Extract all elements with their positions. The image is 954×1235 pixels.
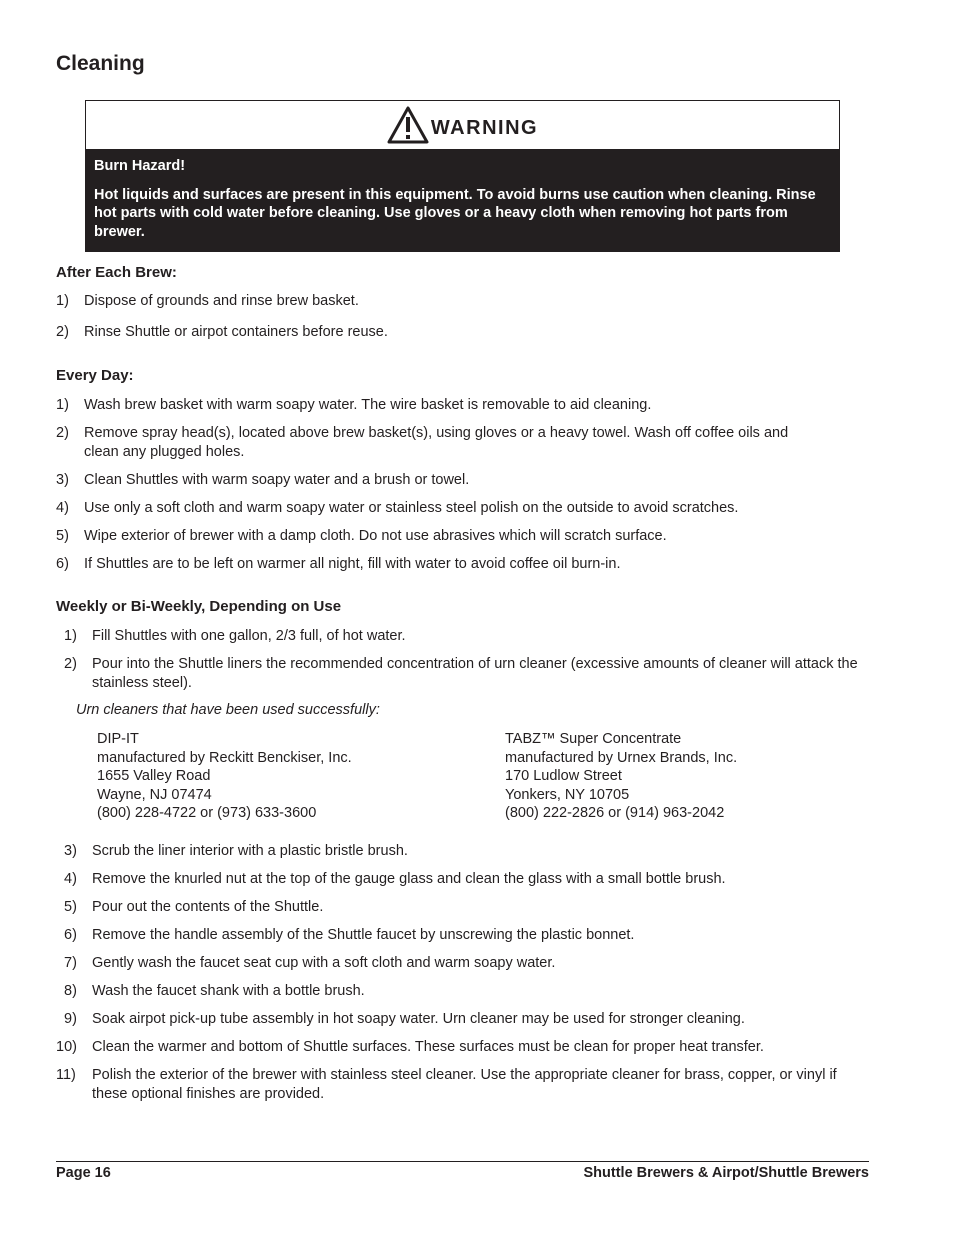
page-title: Cleaning [56,52,145,75]
list-item-text: Soak airpot pick-up tube assembly in hot soapy water. Urn cleaner may be used for stronger cleaning. [92,1011,745,1027]
warning-body [86,149,839,251]
list-item [64,655,864,692]
list-item [64,954,864,973]
list-item [56,424,826,461]
list-item-text: Remove the knurled nut at the top of the gauge glass and clean the glass with a small bottle brush. [92,871,726,887]
list-item-text: Clean Shuttles with warm soapy water and a brush or towel. [84,472,470,488]
list-item [64,898,864,917]
cleaner-address-1 [97,730,352,823]
list-item-number: 6) [64,927,77,943]
cleaner-manufacturer: manufactured by Urnex Brands, Inc. [505,749,738,766]
list-item-number: 2) [64,656,77,672]
list-item-number: 5) [64,899,77,915]
list-item-number: 8) [64,983,77,999]
list-item-text: Scrub the liner interior with a plastic bristle brush. [92,843,408,859]
list-item [56,323,856,342]
list-item-number: 6) [56,556,69,572]
warning-header [86,101,839,149]
list-item [56,1066,846,1103]
list-item-text: Dispose of grounds and rinse brew basket. [84,293,359,309]
weekly-heading: Weekly or Bi-Weekly, Depending on Use [56,598,342,615]
footer-product-name: Shuttle Brewers & Airpot/Shuttle Brewers [583,1165,869,1181]
list-item-number: 7) [64,955,77,971]
list-item-number: 4) [64,871,77,887]
list-item [56,471,856,490]
list-item [64,926,864,945]
list-item-number: 3) [64,843,77,859]
list-item [56,527,856,546]
list-item [64,627,864,646]
list-item-text: Wipe exterior of brewer with a damp cloth. Do not use abrasives which will scratch surface. [84,528,667,544]
list-item-text: Wash the faucet shank with a bottle brush. [92,983,365,999]
cleaner-address-2 [505,730,737,823]
list-item [56,292,856,311]
list-item-number: 10) [56,1039,77,1055]
cleaner-street: 170 Ludlow Street [505,768,622,784]
list-item-number: 1) [56,397,69,413]
list-item-number: 4) [56,500,69,516]
cleaner-name: DIP-IT [97,731,139,747]
every-day-heading: Every Day: [56,367,134,384]
cleaner-name: TABZ™ Super Concentrate [505,731,682,747]
warning-triangle-icon [387,106,429,144]
cleaner-street: 1655 Valley Road [97,768,211,784]
list-item-number: 1) [56,293,69,309]
list-item-text: Remove the handle assembly of the Shuttle faucet by unscrewing the plastic bonnet. [92,927,635,943]
list-item-text: Gently wash the faucet seat cup with a soft cloth and warm soapy water. [92,955,556,971]
urn-cleaners-note: Urn cleaners that have been used successfully: [76,702,380,718]
footer-page-number: Page 16 [56,1165,111,1181]
list-item-text: Fill Shuttles with one gallon, 2/3 full, of hot water. [92,628,406,644]
list-item-text: Remove spray head(s), located above brew basket(s), using gloves or a heavy towel. Wash off coffee oils and clean any plugged holes. [84,425,789,460]
list-item [56,396,856,415]
cleaner-city: Yonkers, NY 10705 [505,786,630,803]
list-item-text: If Shuttles are to be left on warmer all night, fill with water to avoid coffee oil burn-in. [84,556,621,572]
list-item-text: Rinse Shuttle or airpot containers before reuse. [84,324,388,340]
after-each-brew-heading: After Each Brew: [56,264,177,281]
footer-divider [56,1161,869,1162]
list-item-text: Pour into the Shuttle liners the recommended concentration of urn cleaner (excessive amounts of cleaner will attack the stainless steel). [92,656,858,691]
list-item [56,1038,856,1057]
list-item-text: Pour out the contents of the Shuttle. [92,899,324,915]
list-item [56,499,856,518]
list-item-number: 5) [56,528,69,544]
list-item-text: Polish the exterior of the brewer with stainless steel cleaner. Use the appropriate cleaner for brass, copper, or vinyl if these optional finishes are provided. [92,1067,837,1102]
cleaner-phone: (800) 222-2826 or (914) 963-2042 [505,805,725,821]
warning-box [85,100,840,252]
list-item [64,1010,864,1029]
list-item-number: 2) [56,425,69,441]
list-item-number: 2) [56,324,69,340]
warning-lead: Burn Hazard! [94,158,186,174]
list-item [64,870,864,889]
list-item [64,982,864,1001]
list-item-number: 1) [64,628,77,644]
list-item-text: Clean the warmer and bottom of Shuttle surfaces. These surfaces must be clean for proper heat transfer. [92,1039,764,1055]
list-item-text: Use only a soft cloth and warm soapy water or stainless steel polish on the outside to avoid scratches. [84,500,739,516]
list-item-number: 9) [64,1011,77,1027]
warning-word: WARNING [430,116,539,139]
list-item-number: 11) [56,1067,76,1083]
list-item-number: 3) [56,472,69,488]
warning-text: Hot liquids and surfaces are present in this equipment. To avoid burns use caution when cleaning. Rinse hot parts with cold water before cleaning. Use gloves or a heavy cloth when removing hot parts from brewer. [94,186,816,240]
cleaner-city: Wayne, NJ 07474 [97,786,212,803]
list-item-text: Wash brew basket with warm soapy water. The wire basket is removable to aid cleaning. [84,397,652,413]
list-item [64,842,864,861]
cleaner-manufacturer: manufactured by Reckitt Benckiser, Inc. [97,749,352,766]
cleaner-phone: (800) 228-4722 or (973) 633-3600 [97,805,317,821]
list-item [56,555,856,574]
